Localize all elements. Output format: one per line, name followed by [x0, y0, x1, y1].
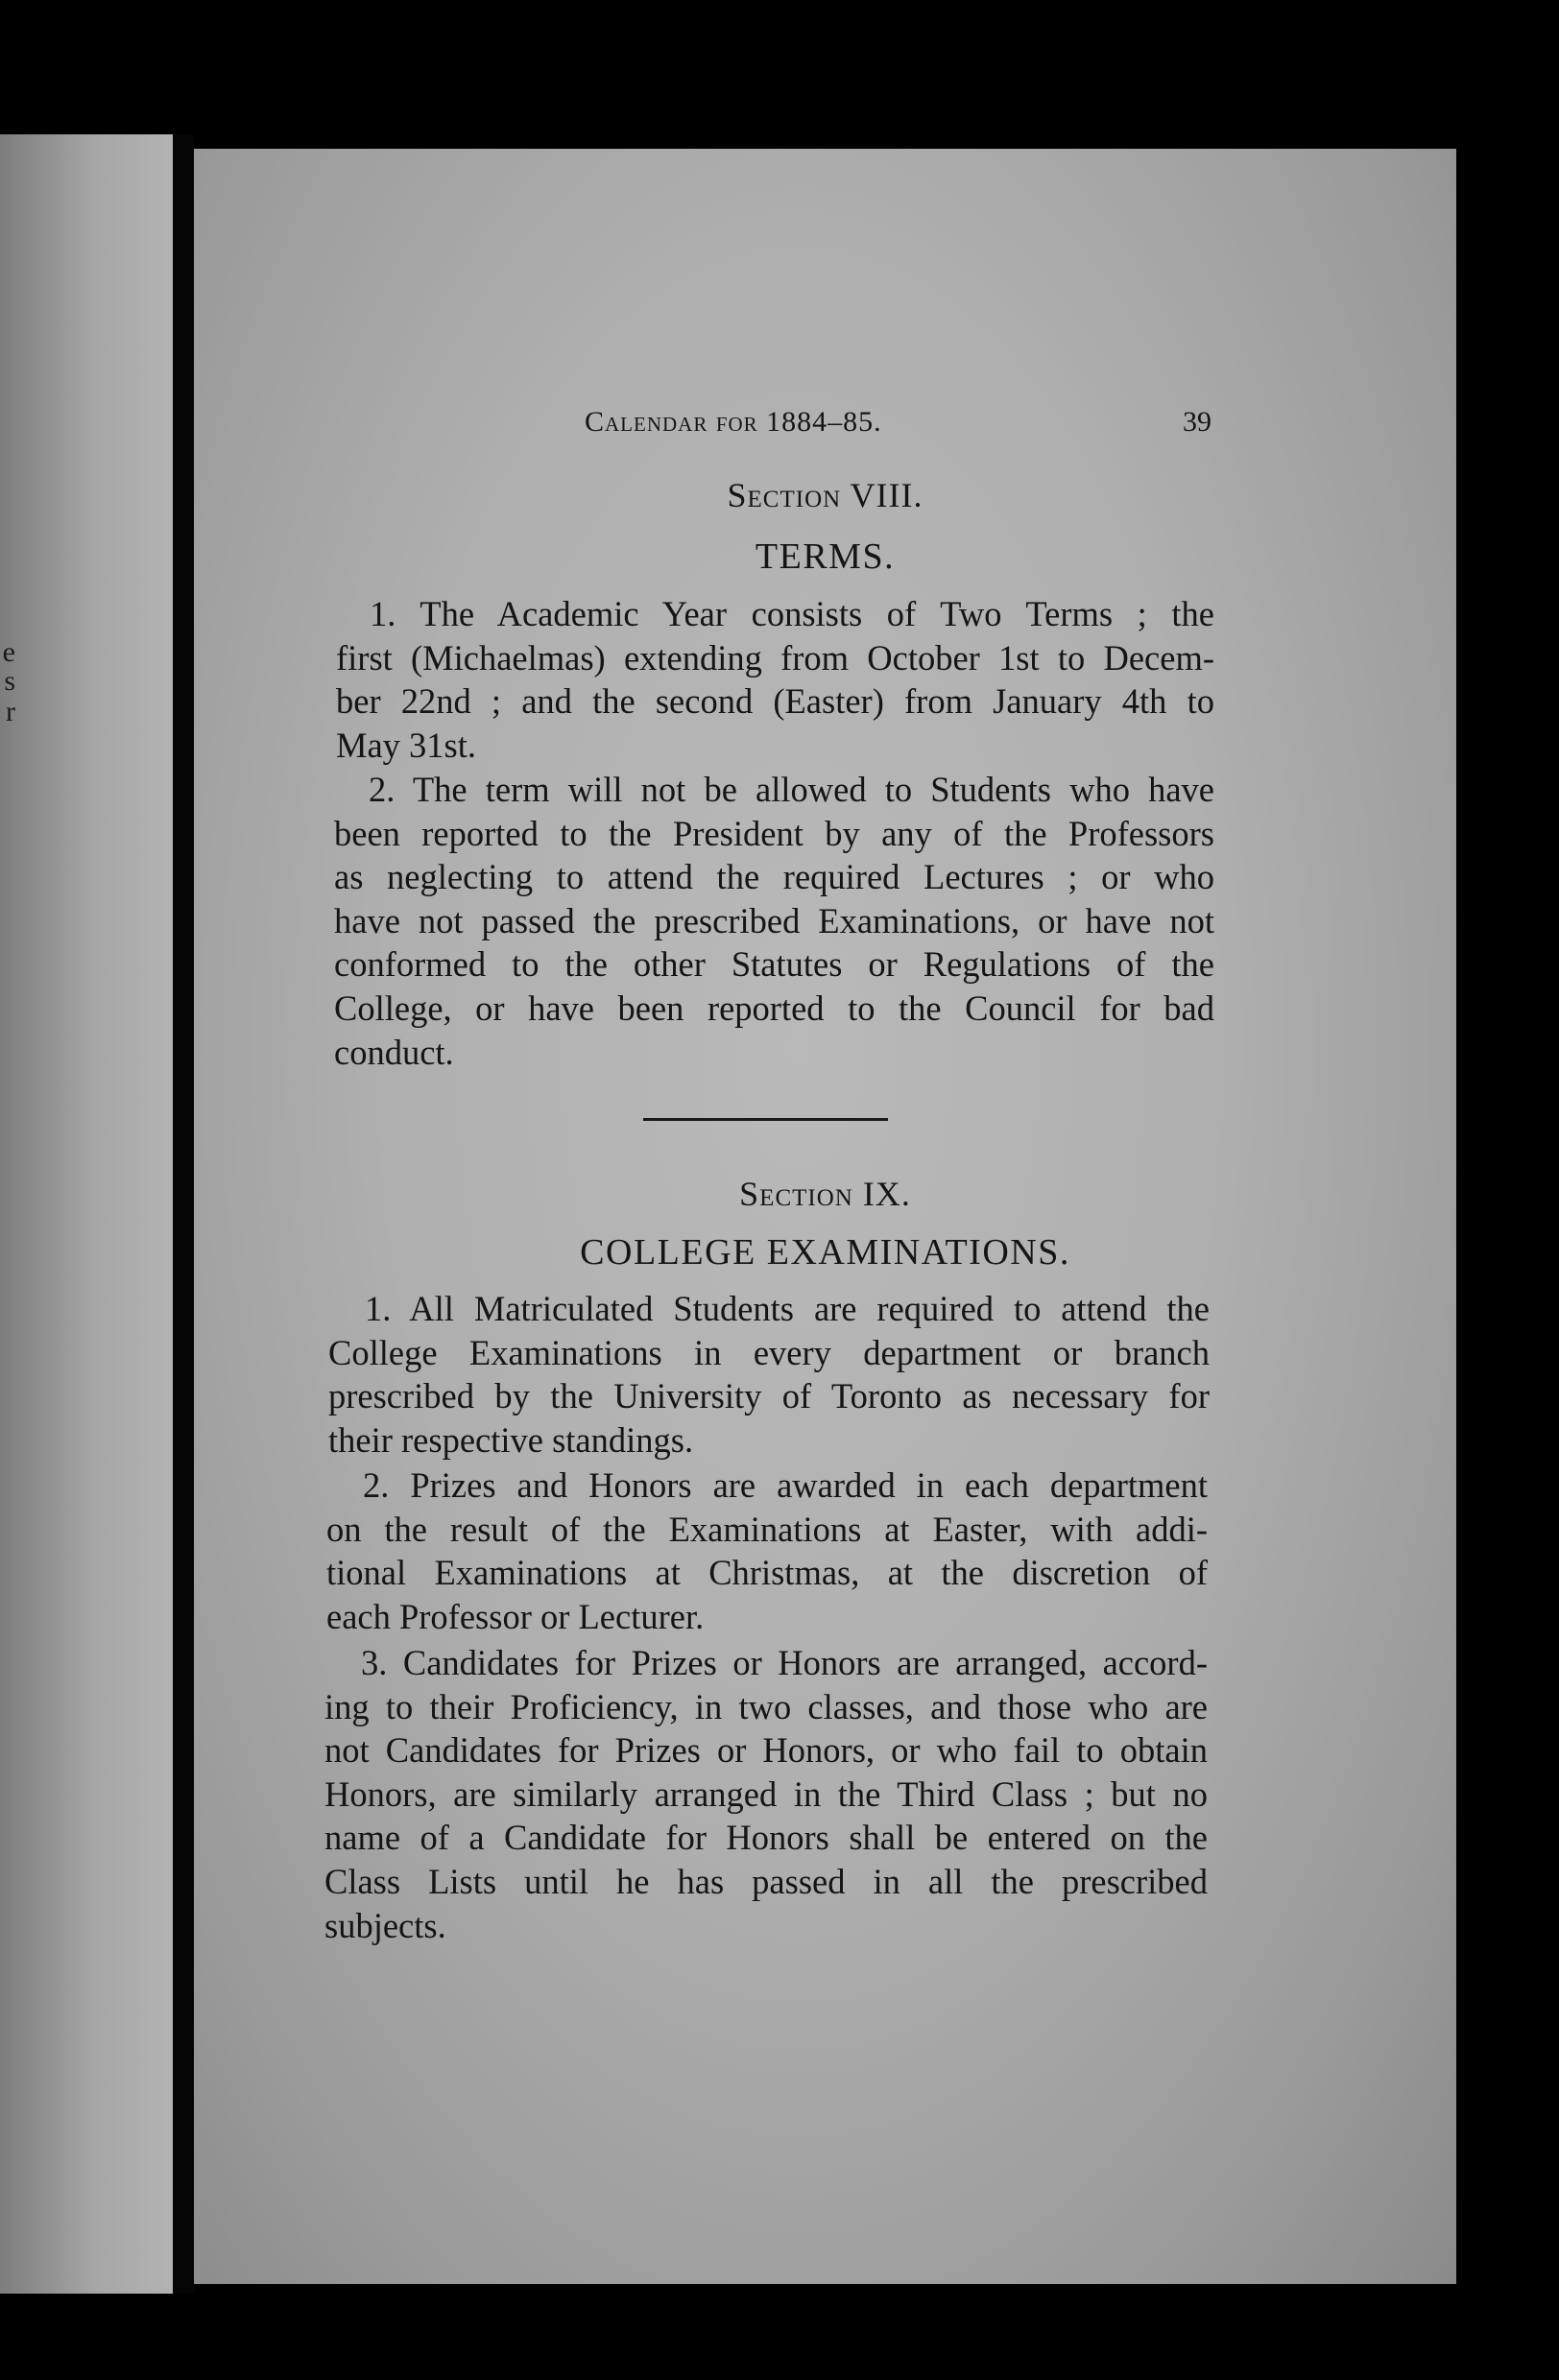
page-number: 39	[1183, 406, 1211, 438]
book-page	[194, 149, 1456, 2284]
text-line: College, or have been reported to the Council for bad	[334, 988, 1214, 1028]
facing-page-edge	[0, 134, 173, 2294]
examinations-paragraph-2	[326, 1464, 1208, 1638]
terms-paragraph-1	[336, 592, 1214, 767]
text-line: conformed to the other Statutes or Regulations of the	[334, 944, 1214, 985]
text-line: name of a Candidate for Honors shall be entered on the	[324, 1818, 1208, 1858]
examinations-paragraph-1	[328, 1287, 1210, 1462]
margin-fragment: r	[6, 696, 15, 727]
text-line: 3. Candidates for Prizes or Honors are arranged, accord-	[361, 1643, 1208, 1682]
text-line: Honors, are similarly arranged in the Third Class ; but no	[324, 1773, 1208, 1814]
section-viii-title: TERMS.	[755, 536, 896, 577]
section-ix-title: COLLEGE EXAMINATIONS.	[580, 1232, 1070, 1273]
text-line: College Examinations in every department or branch	[328, 1332, 1210, 1372]
text-line: first (Michaelmas) extending from October 1st to Decem-	[336, 637, 1214, 678]
text-line: Class Lists until he has passed in all the prescribed	[324, 1861, 1208, 1901]
margin-fragment: s	[4, 665, 15, 697]
text-line: 2. Prizes and Honors are awarded in each department	[363, 1465, 1208, 1505]
text-line: subjects.	[324, 1905, 446, 1945]
text-line: 2. The term will not be allowed to Students who have	[369, 770, 1214, 809]
text-line: each Professor or Lecturer.	[326, 1596, 705, 1636]
text-line: ing to their Proficiency, in two classes, and those who are	[324, 1686, 1208, 1726]
examinations-paragraph-3	[324, 1641, 1208, 1947]
text-line: May 31st.	[336, 725, 476, 765]
text-line: tional Examinations at Christmas, at the discretion of	[326, 1553, 1208, 1593]
text-line: on the result of the Examinations at Easter, with addi-	[326, 1509, 1208, 1549]
section-viii-label: Section VIII.	[727, 476, 923, 514]
text-line: their respective standings.	[328, 1419, 694, 1460]
section-divider	[643, 1118, 888, 1121]
text-line: conduct.	[334, 1032, 454, 1072]
terms-paragraph-2	[334, 768, 1214, 1074]
section-ix-label: Section IX.	[739, 1175, 911, 1213]
margin-fragment: e	[2, 636, 15, 668]
text-line: as neglecting to attend the required Lectures ; or who	[334, 857, 1214, 897]
text-line: ber 22nd ; and the second (Easter) from January 4th to	[336, 681, 1214, 722]
book-gutter	[173, 134, 194, 2294]
text-line: been reported to the President by any of the Professors	[334, 813, 1214, 853]
text-line: not Candidates for Prizes or Honors, or who fail to obtain	[324, 1730, 1208, 1771]
text-line: 1. The Academic Year consists of Two Terms ; the	[370, 594, 1214, 633]
text-line: have not passed the prescribed Examinations, or have not	[334, 900, 1214, 940]
text-line: 1. All Matriculated Students are required to attend the	[365, 1289, 1210, 1328]
text-line: prescribed by the University of Toronto as necessary for	[328, 1376, 1210, 1416]
running-head: Calendar for 1884–85.	[585, 406, 882, 438]
